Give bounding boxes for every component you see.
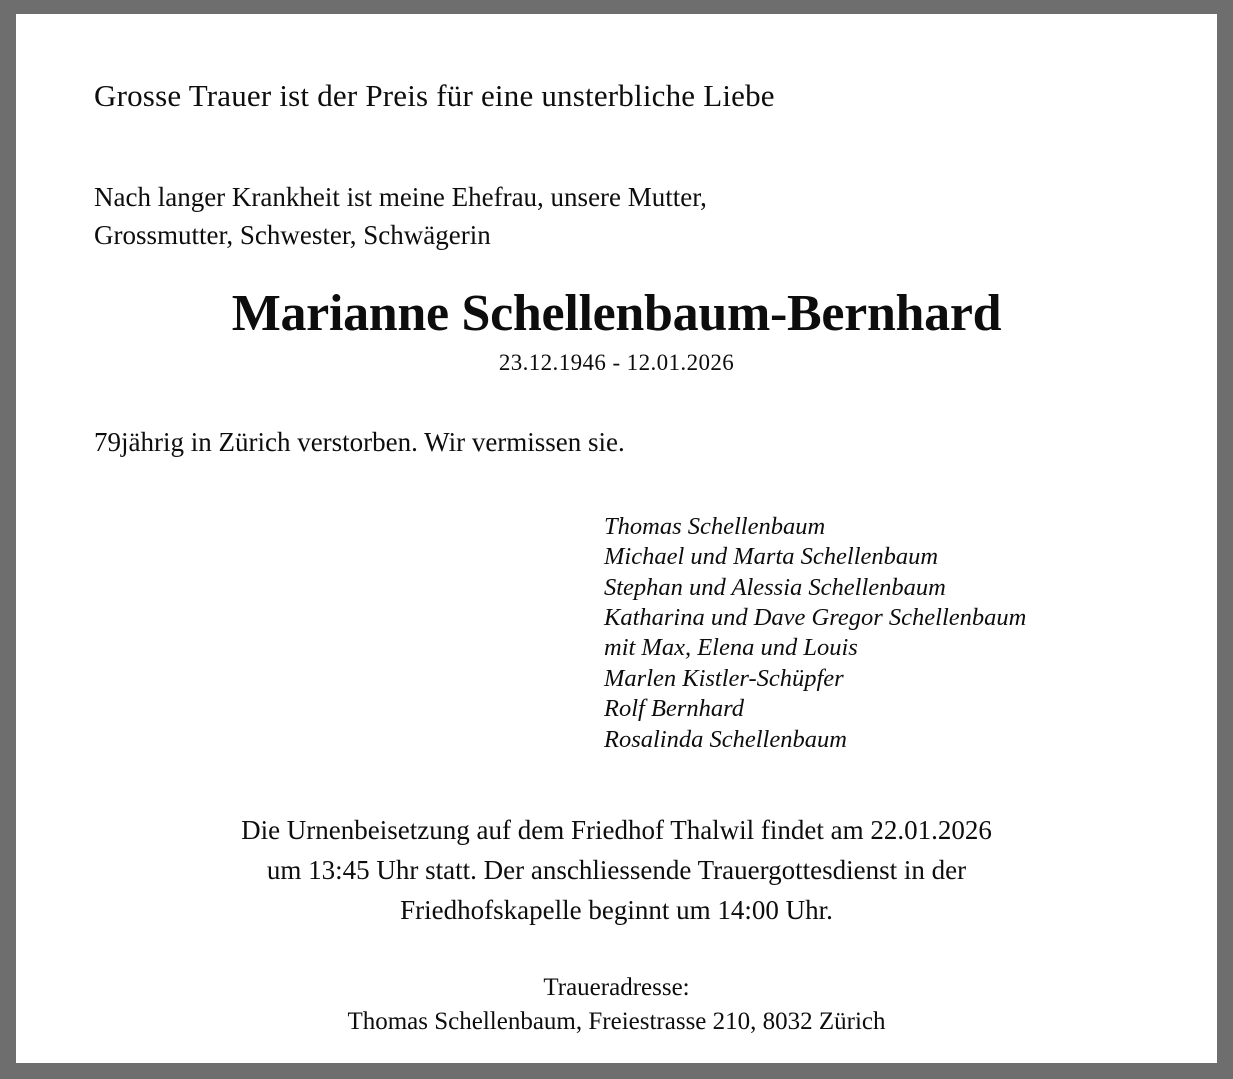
list-item: Stephan und Alessia Schellenbaum	[604, 573, 946, 601]
ceremony-line-1: Die Urnenbeisetzung auf dem Friedhof Thalwil findet am 22.01.2026	[241, 814, 992, 845]
ceremony-line-2: um 13:45 Uhr statt. Der anschliessende Trauergottesdienst in der	[266, 854, 967, 885]
list-item: mit Max, Elena und Louis	[604, 634, 858, 662]
intro-line-1: Nach langer Krankheit ist meine Ehefrau, unsere Mutter,	[94, 181, 707, 212]
address-label: Traueradresse:	[543, 973, 690, 1001]
list-item: Katharina und Dave Gregor Schellenbaum	[604, 604, 1027, 632]
list-item: Michael und Marta Schellenbaum	[604, 543, 939, 571]
epigraph-text: Grosse Trauer ist der Preis für eine unsterbliche Liebe	[94, 78, 775, 113]
intro-block	[94, 178, 1139, 255]
survivors-list	[94, 512, 1139, 755]
deceased-name: Marianne Schellenbaum-Bernhard	[231, 285, 1002, 343]
ceremony-line-3: Friedhofskapelle beginnt um 14:00 Uhr.	[400, 894, 833, 925]
passing-text: 79jährig in Zürich verstorben. Wir vermissen sie.	[94, 427, 625, 458]
obituary-notice	[16, 14, 1217, 1063]
condolence-address	[94, 971, 1139, 1040]
intro-line-2: Grossmutter, Schwester, Schwägerin	[94, 220, 491, 250]
life-dates: 23.12.1946 - 12.01.2026	[498, 350, 735, 376]
ceremony-details	[94, 811, 1139, 931]
list-item: Marlen Kistler-Schüpfer	[604, 664, 844, 692]
list-item: Rolf Bernhard	[604, 695, 744, 723]
list-item: Rosalinda Schellenbaum	[604, 725, 847, 753]
address-line: Thomas Schellenbaum, Freiestrasse 210, 8032 Zürich	[347, 1008, 886, 1036]
list-item: Thomas Schellenbaum	[604, 512, 826, 540]
